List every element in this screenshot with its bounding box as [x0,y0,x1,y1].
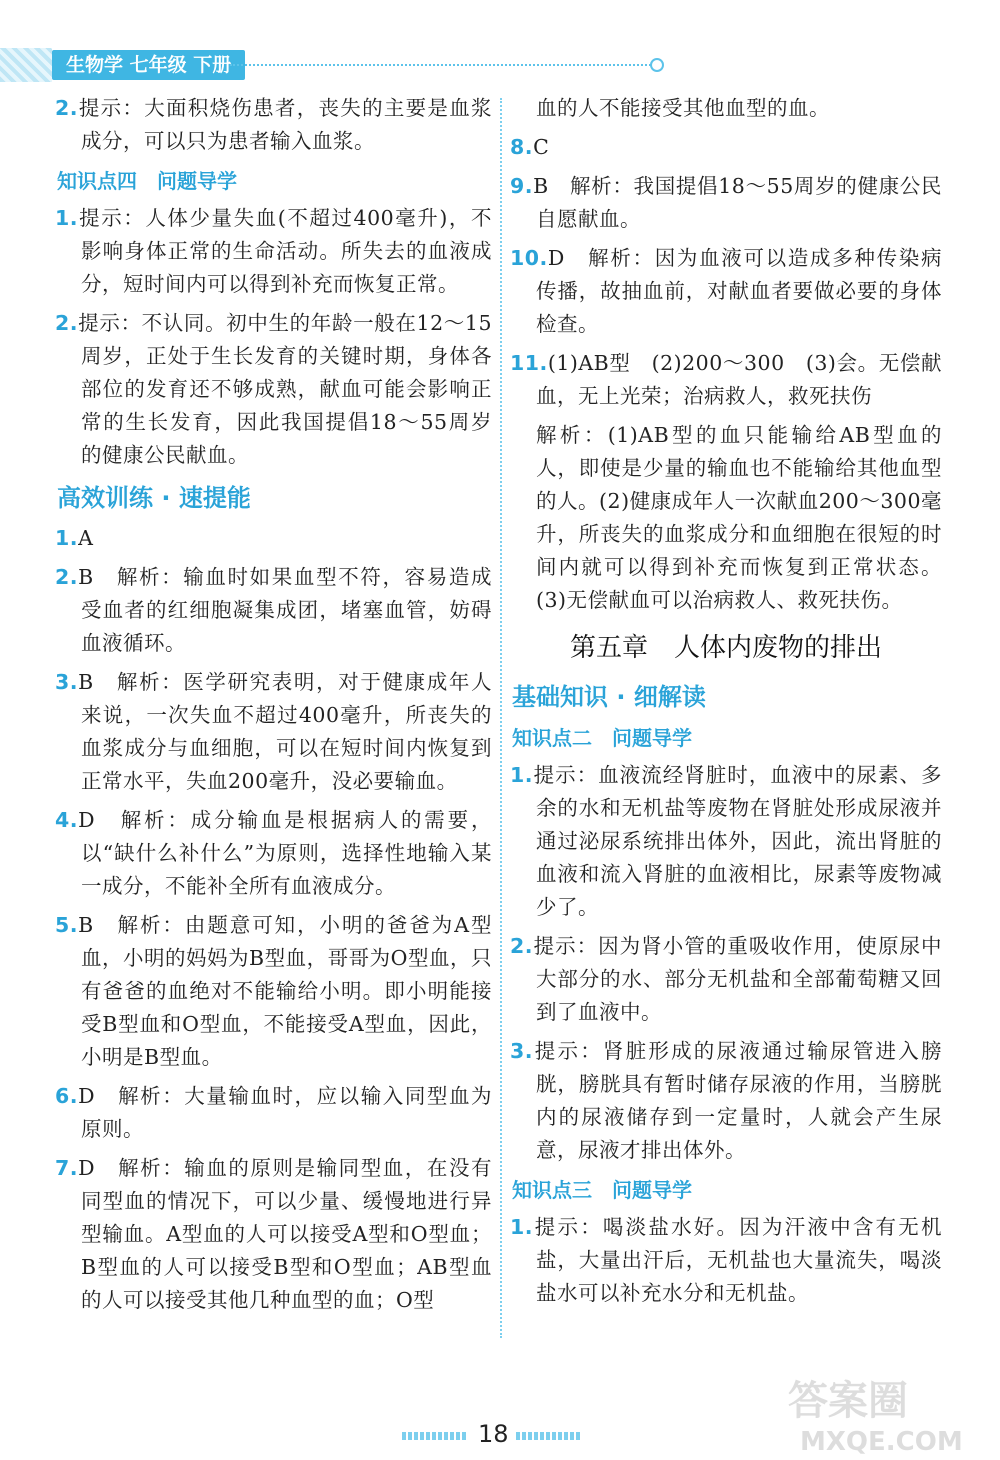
answer-item: 2.B 解析：输血时如果血型不符，容易造成受血者的红细胞凝集成团，堵塞血管，妨碍血液循环。 [55,565,492,655]
section-heading: 知识点二 问题导学 [512,726,692,750]
header-dotted-line [230,64,655,66]
answer-explanation: 解析：(1)AB型的血只能输给AB型血的人，即使是少量的输血也不能输给其他血型的人。(2)健康成年人一次献血200～300毫升，所丧失的血浆成分和血细胞在很短的时间内就可以得到补充而恢复到正常状态。(3)无偿献血可以治病救人、救死扶伤。 [536,423,942,612]
answer-item: 1.A [55,526,94,550]
section-heading: 高效训练 · 速提能 [57,484,251,512]
section-heading: 知识点三 问题导学 [512,1178,692,1202]
answer-item: 1.提示：喝淡盐水好。因为汗液中含有无机盐，大量出汗后，无机盐也大量流失，喝淡盐水可以补充水分和无机盐。 [510,1215,942,1305]
answer-item: 4.D 解析：成分输血是根据病人的需要，以“缺什么补什么”为原则，选择性地输入某一成分，不能补全所有血液成分。 [55,808,492,898]
answer-item: 6.D 解析：大量输血时，应以输入同型血为原则。 [55,1084,492,1141]
chapter-title: 第五章 人体内废物的排出 [569,633,882,663]
watermark-url: MXQE.COM [800,1427,963,1456]
answer-item: 2.提示：因为肾小管的重吸收作用，使原尿中大部分的水、部分无机盐和全部葡萄糖又回到了血液中。 [510,934,942,1024]
header-dot [650,58,664,72]
answer-item: 2.提示：大面积烧伤患者，丧失的主要是血浆成分，可以只为患者输入血浆。 [55,96,492,153]
answer-item: 3.B 解析：医学研究表明，对于健康成年人来说，一次失血不超过400毫升，所丧失的血浆成分与血细胞，可以在短时间内恢复到正常水平，失血200毫升，没必要输血。 [55,670,492,793]
answer-item: 8.C [510,135,550,159]
answer-item: 3.提示：肾脏形成的尿液通过输尿管进入膀胱，膀胱具有暂时储存尿液的作用，当膀胱内的尿液储存到一定量时，人就会产生尿意，尿液才排出体外。 [510,1039,942,1162]
footer-decoration-left [402,1432,466,1440]
right-column [510,92,942,1316]
watermark-logo [780,1368,985,1456]
answer-item: 1.提示：血液流经肾脏时，血液中的尿素、多余的水和无机盐等废物在肾脏处形成尿液并通过泌尿系统排出体外，因此，流出肾脏的血液和流入肾脏的血液相比，尿素等废物减少了。 [510,763,942,919]
answer-item: 9.B 解析：我国提倡18～55周岁的健康公民自愿献血。 [510,174,942,231]
answer-item: 2.提示：不认同。初中生的年龄一般在12～15周岁，正处于生长发育的关键时期，身体各部位的发育还不够成熟，献血可能会影响正常的生长发育，因此我国提倡18～55周岁的健康公民献血。 [55,311,492,467]
watermark-title: 答案圈 [788,1378,908,1424]
section-heading: 基础知识 · 细解读 [512,683,706,711]
answer-continuation: 血的人不能接受其他血型的血。 [536,96,830,120]
answer-item: 1.提示：人体少量失血(不超过400毫升)，不影响身体正常的生命活动。所失去的血液成分，短时间内可以得到补充而恢复正常。 [55,206,492,296]
page-number: 18 [478,1420,509,1448]
answer-item: 11.(1)AB型 (2)200～300 (3)会。无偿献血，无上光荣；治病救人，救死扶伤 [510,351,942,408]
column-divider [500,98,502,1338]
left-column [55,92,492,1323]
answer-item: 10.D 解析：因为血液可以造成多种传染病传播，故抽血前，对献血者要做必要的身体检查。 [510,246,942,336]
book-title: 生物学 七年级 下册 [52,50,245,80]
answer-item: 5.B 解析：由题意可知，小明的爸爸为A型血，小明的妈妈为B型血，哥哥为O型血，只有爸爸的血绝对不能输给小明。即小明能接受B型血和O型血，不能接受A型血，因此，小明是B型血。 [55,913,492,1069]
page-header [0,48,660,82]
section-heading: 知识点四 问题导学 [57,169,237,193]
footer-decoration-right [516,1432,580,1440]
answer-item: 7.D 解析：输血的原则是输同型血，在没有同型血的情况下，可以少量、缓慢地进行异型输血。A型血的人可以接受A型和O型血；B型血的人可以接受B型和O型血；AB型血的人可以接受其他几种血型的血；O型 [55,1156,492,1312]
header-decoration [0,48,52,82]
